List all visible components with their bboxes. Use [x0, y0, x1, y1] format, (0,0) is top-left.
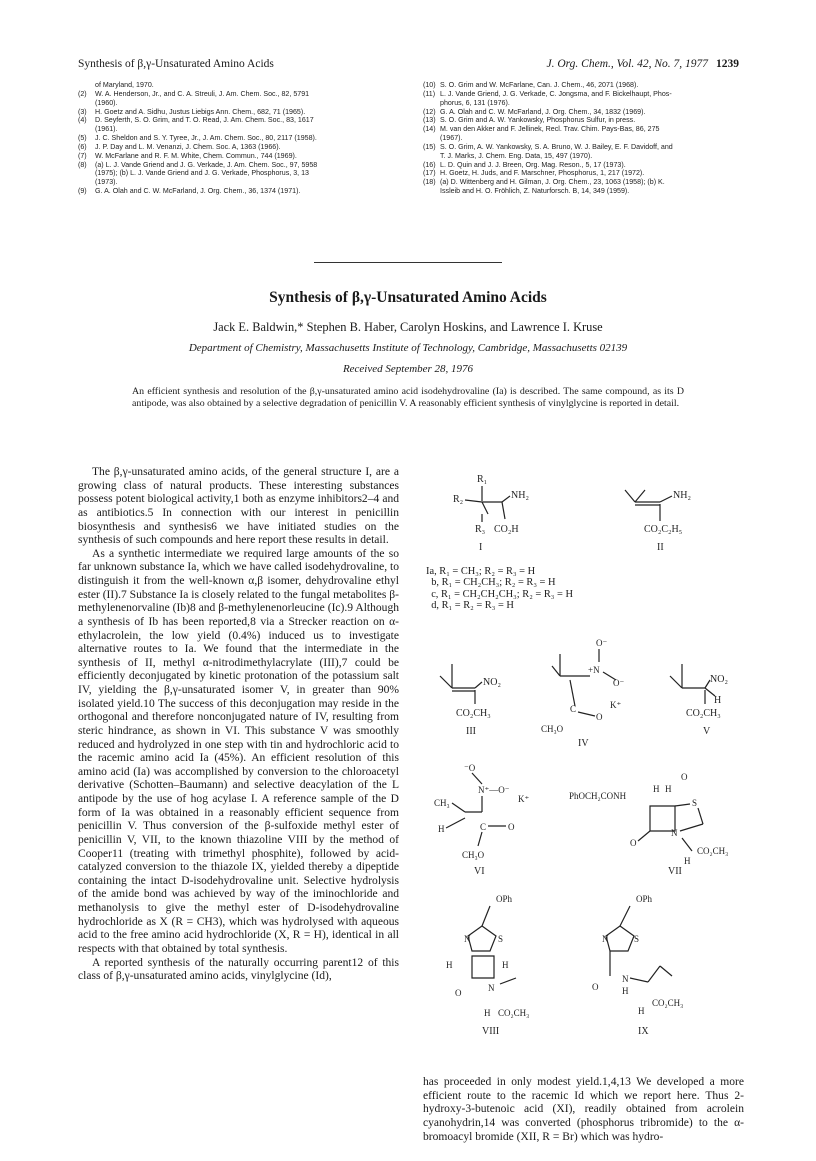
reference-line — [78, 143, 400, 152]
reference-text: of Maryland, 1970. — [95, 81, 154, 89]
structure-definition-line: Ia, R₁ = CH₃; R₂ = R₃ = H — [426, 566, 536, 577]
reference-text: J. C. Sheldon and S. Y. Tyree, Jr., J. Am. Chem. Soc., 80, 2117 (1958). — [95, 134, 317, 143]
reference-line — [423, 143, 743, 152]
reference-text: phorus, 6, 131 (1976). — [440, 98, 510, 107]
svg-text:H: H — [665, 784, 672, 794]
reference-text: D. Seyferth, S. O. Grim, and T. O. Read, J. Am. Chem. Soc., 83, 1617 — [95, 116, 314, 125]
chemical-structures-figure — [420, 466, 750, 1066]
svg-text:H: H — [638, 1006, 645, 1016]
reference-number: (15) — [423, 142, 436, 151]
svg-text:CH₃O: CH₃O — [462, 850, 485, 860]
svg-text:CO₂CH₃: CO₂CH₃ — [697, 846, 729, 856]
svg-text:O: O — [592, 982, 599, 992]
svg-text:N: N — [622, 974, 629, 984]
reference-line — [423, 125, 743, 134]
reference-text: S. O. Grim and A. W. Yankowsky, Phosphorus Sulfur, in press. — [440, 116, 636, 125]
structure-definitions — [426, 566, 573, 611]
reference-text: S. O. Grim and W. McFarlane, Can. J. Chem., 46, 2071 (1968). — [440, 81, 639, 89]
references-left-column — [78, 81, 400, 196]
svg-text:CO₂H: CO₂H — [494, 524, 519, 535]
reference-number: (9) — [78, 187, 87, 196]
svg-text:C: C — [570, 704, 577, 714]
article-authors: Jack E. Baldwin,* Stephen B. Haber, Carolyn Hoskins, and Lawrence I. Kruse — [213, 320, 603, 334]
structure-V — [670, 664, 728, 737]
svg-text:O⁻: O⁻ — [596, 638, 608, 648]
reference-number: (7) — [78, 151, 87, 160]
structure-I — [453, 474, 529, 553]
reference-number: (12) — [423, 107, 436, 116]
structure-IV — [541, 638, 624, 749]
svg-text:O: O — [681, 772, 688, 782]
svg-text:H: H — [446, 960, 453, 970]
received-date: Received September 28, 1976 — [342, 363, 474, 375]
svg-text:R₃: R₃ — [475, 524, 486, 535]
reference-line — [78, 152, 400, 161]
reference-line — [423, 178, 743, 187]
svg-text:N: N — [602, 934, 609, 944]
structure-definition-line: d, R₁ = R₂ = R₃ = H — [426, 599, 514, 611]
reference-text: (1960). — [95, 98, 118, 107]
svg-text:N: N — [671, 828, 678, 838]
reference-text: W. A. Henderson, Jr., and C. A. Streuli, J. Am. Chem. Soc., 82, 5791 — [95, 89, 310, 98]
body-paragraph: A reported synthesis of the naturally occurring parent12 of this class of β,γ-unsaturated amino acids, vinylglycine (Id), — [78, 956, 399, 983]
reference-number: (17) — [423, 169, 436, 178]
reference-text: (a) D. Wittenberg and H. Gilman, J. Org. Chem., 23, 1063 (1958); (b) K. — [440, 178, 665, 187]
svg-text:⁻O: ⁻O — [464, 763, 476, 773]
reference-number: (4) — [78, 116, 87, 125]
svg-text:IV: IV — [578, 738, 589, 749]
page-number: 1239 — [716, 58, 739, 70]
reference-line — [423, 161, 743, 170]
references-right-column — [423, 81, 743, 196]
reference-number: (14) — [423, 125, 436, 134]
reference-number: (5) — [78, 134, 87, 143]
reference-line — [78, 108, 400, 117]
svg-text:N: N — [488, 983, 495, 993]
reference-line — [423, 90, 743, 99]
structure-VII — [569, 772, 728, 877]
structure-definition-line: b, R₁ = CH₂CH₃; R₂ = R₃ = H — [426, 577, 556, 589]
abstract: An efficient synthesis and resolution of the β,γ-unsaturated amino acid isodehydrovaline (Ia) is described. The same compound, as its D antipode, was also obtained by a selective degradation of penicillin V. A reasonably efficient synthesis of vinylglycine is reported in detail. — [132, 386, 684, 409]
svg-text:S: S — [692, 798, 698, 808]
reference-text: Issleib and H. O. Fröhlich, Z. Naturforsch. B, 14, 349 (1959). — [440, 187, 630, 196]
svg-text:O: O — [596, 712, 603, 722]
structure-III — [440, 664, 501, 737]
reference-text: H. Goetz and A. Sidhu, Justus Liebigs Ann. Chem., 682, 71 (1965). — [95, 107, 306, 116]
svg-text:I: I — [479, 542, 483, 553]
svg-text:R₂: R₂ — [453, 494, 464, 505]
reference-number: (18) — [423, 178, 436, 187]
svg-text:IX: IX — [638, 1026, 649, 1037]
svg-text:O: O — [630, 838, 637, 848]
svg-text:CO₂CH₃: CO₂CH₃ — [686, 708, 721, 719]
svg-text:R₁: R₁ — [477, 474, 488, 485]
body-paragraph: As a synthetic intermediate we required large amounts of the so far unknown substance Ia, which we have called isodehydrovaline, to distinguish it from the well-known α,β isomer, dehydrovaline ethyl ester (II).7 Substance Ia is closely related to the fungal metabolites β-methylenenorvaline (Ib)8 and β-methylenenorleucine (Ic).9 Although a synthesis of Ib has been reported,8 via a Strecker reaction on α-ethylacrolein, the low yield (0.4%) induced us to investigate alternative routes to Ia. We found that the intermediate in the synthesis of II, methyl α-nitrodimethylacrylate (III),7 could be efficiently deconjugated by kinetic protonation of the potassium salt IV, yielding the β,γ-unsaturated isomer V, in greater than 90% isolated yield.10 The success of this deconjugation may reside in the orthogonal and therefore nonconjugated nature of IV, resulting from steric hindrance, as shown in VI. This substance V was smoothly reduced and hydrolyzed in one step with tin and hydrochloric acid to the racemic amino acid Ia (45%). An efficient resolution of this amino acid (Ia) was accomplished by conversion to the chloroacetyl derivative (Schotten–Baumann) and selective deacylation of the L antipode by the use of hog acylase I. A reference sample of the D form of Ia was obtained in a reasonably efficient sequence from penicillin V. Thus conversion of the β-sulfoxide methyl ester of penicillin V, VII, to the known thiazoline VIII by the method of Cooper11 (treating with trimethyl phosphite), followed by acid-catalyzed conversion to the thiazole IX, yielded thereby a dipeptide containing the intact D-isodehydrovaline unit. Selective hydrolysis of the amide bond was achieved by way of the iminochloride and methanolysis to give the methyl ester of D-isodehydrovaline hydrochloride as X (R = CH3), which was hydrolysed with aqueous acid to the free amino acid hydrochloride (X, R = H), identical in all respects with that obtained by total synthesis. — [78, 547, 399, 955]
svg-text:CO₂C₂H₅: CO₂C₂H₅ — [644, 524, 683, 535]
reference-line — [423, 81, 743, 90]
reference-text: G. A. Olah and C. W. McFarland, J. Org. Chem., 34, 1832 (1969). — [440, 107, 646, 116]
article-affiliation: Department of Chemistry, Massachusetts Institute of Technology, Cambridge, Massachusetts 02139 — [188, 342, 628, 354]
reference-number: (13) — [423, 116, 436, 125]
svg-text:+N: +N — [588, 665, 600, 675]
running-header-left: Synthesis of β,γ-Unsaturated Amino Acids — [78, 58, 274, 70]
reference-line — [78, 161, 400, 170]
svg-text:OPh: OPh — [636, 894, 653, 904]
svg-text:H: H — [684, 856, 691, 866]
reference-text: L. D. Quin and J. J. Breen, Org. Mag. Reson., 5, 17 (1973). — [440, 160, 626, 169]
reference-number: (11) — [423, 89, 436, 98]
article-title: Synthesis of β,γ-Unsaturated Amino Acids — [269, 289, 547, 306]
reference-line — [423, 169, 743, 178]
reference-number: (3) — [78, 107, 87, 116]
reference-number: (16) — [423, 160, 436, 169]
structure-drawings — [420, 466, 750, 1066]
svg-text:NH₂: NH₂ — [511, 490, 529, 501]
svg-text:CH₃O: CH₃O — [541, 724, 564, 734]
svg-text:S: S — [634, 934, 640, 944]
reference-number: (6) — [78, 142, 87, 151]
reference-line — [423, 134, 743, 143]
reference-text: J. P. Day and L. M. Venanzi, J. Chem. Soc. A, 1363 (1966). — [95, 142, 281, 151]
body-right-column — [423, 1076, 744, 1144]
structure-VIII — [446, 894, 529, 1037]
reference-text: (a) L. J. Vande Griend and J. G. Verkade, J. Am. Chem. Soc., 97, 5958 — [95, 160, 318, 169]
reference-line — [78, 125, 400, 134]
svg-text:C: C — [480, 822, 487, 832]
svg-text:CO₂CH₃: CO₂CH₃ — [456, 708, 491, 719]
reference-text: M. van den Akker and F. Jellinek, Recl. Trav. Chim. Pays-Bas, 86, 275 — [440, 125, 660, 134]
reference-line — [423, 116, 743, 125]
svg-text:NH₂: NH₂ — [673, 490, 691, 501]
section-divider — [314, 262, 502, 263]
structure-VI — [434, 763, 529, 877]
svg-text:H: H — [653, 784, 660, 794]
svg-text:H: H — [438, 824, 445, 834]
svg-text:O: O — [455, 988, 462, 998]
body-left-column — [78, 466, 399, 984]
svg-text:CO₂CH₃: CO₂CH₃ — [652, 998, 684, 1008]
structure-IX — [592, 894, 683, 1037]
structure-definition-line: c, R₁ = CH₂CH₂CH₃; R₂ = R₃ = H — [426, 588, 573, 600]
svg-text:K⁺: K⁺ — [610, 700, 622, 710]
svg-text:H: H — [714, 695, 722, 706]
svg-text:V: V — [703, 726, 711, 737]
body-paragraph: has proceeded in only modest yield.1,4,13 We developed a more efficient route to the racemic Id which we report here. Thus 2-hydroxy-3-butenoic acid (XI), readily obtained from acrolein cyanohydrin,14 was converted (phosphorus tribromide) to the α-bromoacyl bromide (XII, R = Br) which was hydro- — [423, 1076, 744, 1143]
svg-text:VI: VI — [474, 866, 485, 877]
reference-line — [423, 99, 743, 108]
svg-text:H: H — [622, 986, 629, 996]
svg-text:III: III — [466, 726, 476, 737]
svg-text:K⁺: K⁺ — [518, 794, 530, 804]
reference-line — [78, 178, 400, 187]
body-paragraph: The β,γ-unsaturated amino acids, of the general structure I, are a growing class of natural products. These interesting substances possess potent biological activity,1 both as enzyme inhibitors2–4 and as antibiotics.5 In connection with our interest in penicillin biosynthesis and synthesis6 we have initiated studies on the synthesis of such compounds and here report these results in detail. — [78, 466, 399, 547]
reference-line — [78, 90, 400, 99]
svg-text:O⁻: O⁻ — [613, 678, 625, 688]
svg-text:PhOCH₂CONH: PhOCH₂CONH — [569, 791, 627, 801]
reference-line — [78, 169, 400, 178]
reference-text: (1961). — [95, 125, 118, 134]
reference-text: S. O. Grim, A. W. Yankowsky, S. A. Bruno, W. J. Bailey, E. F. Davidoff, and — [440, 142, 673, 151]
svg-text:N: N — [464, 934, 471, 944]
reference-number: (8) — [78, 160, 87, 169]
reference-text: G. A. Olah and C. W. McFarland, J. Org. Chem., 36, 1374 (1971). — [95, 187, 301, 196]
svg-text:H: H — [484, 1008, 491, 1018]
svg-text:CH₃: CH₃ — [434, 798, 450, 808]
reference-line — [78, 81, 400, 90]
svg-text:S: S — [498, 934, 504, 944]
svg-text:VII: VII — [668, 866, 682, 877]
svg-text:NO₂: NO₂ — [483, 677, 501, 688]
reference-line — [423, 152, 743, 161]
reference-text: L. J. Vande Griend, J. G. Verkade, C. Jongsma, and F. Bickelhaupt, Phos- — [440, 89, 672, 98]
svg-text:CO₂CH₃: CO₂CH₃ — [498, 1008, 530, 1018]
journal-citation: J. Org. Chem., Vol. 42, No. 7, 1977 — [546, 58, 708, 70]
reference-text: T. J. Marks, J. Chem. Eng. Data, 15, 497 (1970). — [440, 151, 593, 160]
reference-text: (1967). — [440, 134, 463, 143]
reference-line — [78, 187, 400, 196]
reference-line — [423, 108, 743, 117]
reference-number: (2) — [78, 89, 87, 98]
svg-text:OPh: OPh — [496, 894, 513, 904]
reference-text: (1973). — [95, 178, 118, 187]
running-header-right — [546, 58, 739, 70]
reference-line — [78, 116, 400, 125]
svg-text:VIII: VIII — [482, 1026, 500, 1037]
reference-number: (10) — [423, 81, 436, 89]
svg-text:II: II — [657, 542, 664, 553]
svg-text:NO₂: NO₂ — [710, 674, 728, 685]
reference-text: (1975); (b) L. J. Vande Griend and J. G. Verkade, Phosphorus, 3, 13 — [95, 169, 309, 178]
reference-line — [78, 134, 400, 143]
structure-II — [625, 490, 691, 553]
reference-line — [78, 99, 400, 108]
svg-text:N⁺—O⁻: N⁺—O⁻ — [478, 785, 510, 795]
reference-line — [423, 187, 743, 196]
reference-text: H. Goetz, H. Juds, and F. Marschner, Phosphorus, 1, 217 (1972). — [440, 169, 645, 178]
svg-text:O: O — [508, 822, 515, 832]
reference-text: W. McFarlane and R. F. M. White, Chem. Commun., 744 (1969). — [95, 151, 297, 160]
svg-text:H: H — [502, 960, 509, 970]
